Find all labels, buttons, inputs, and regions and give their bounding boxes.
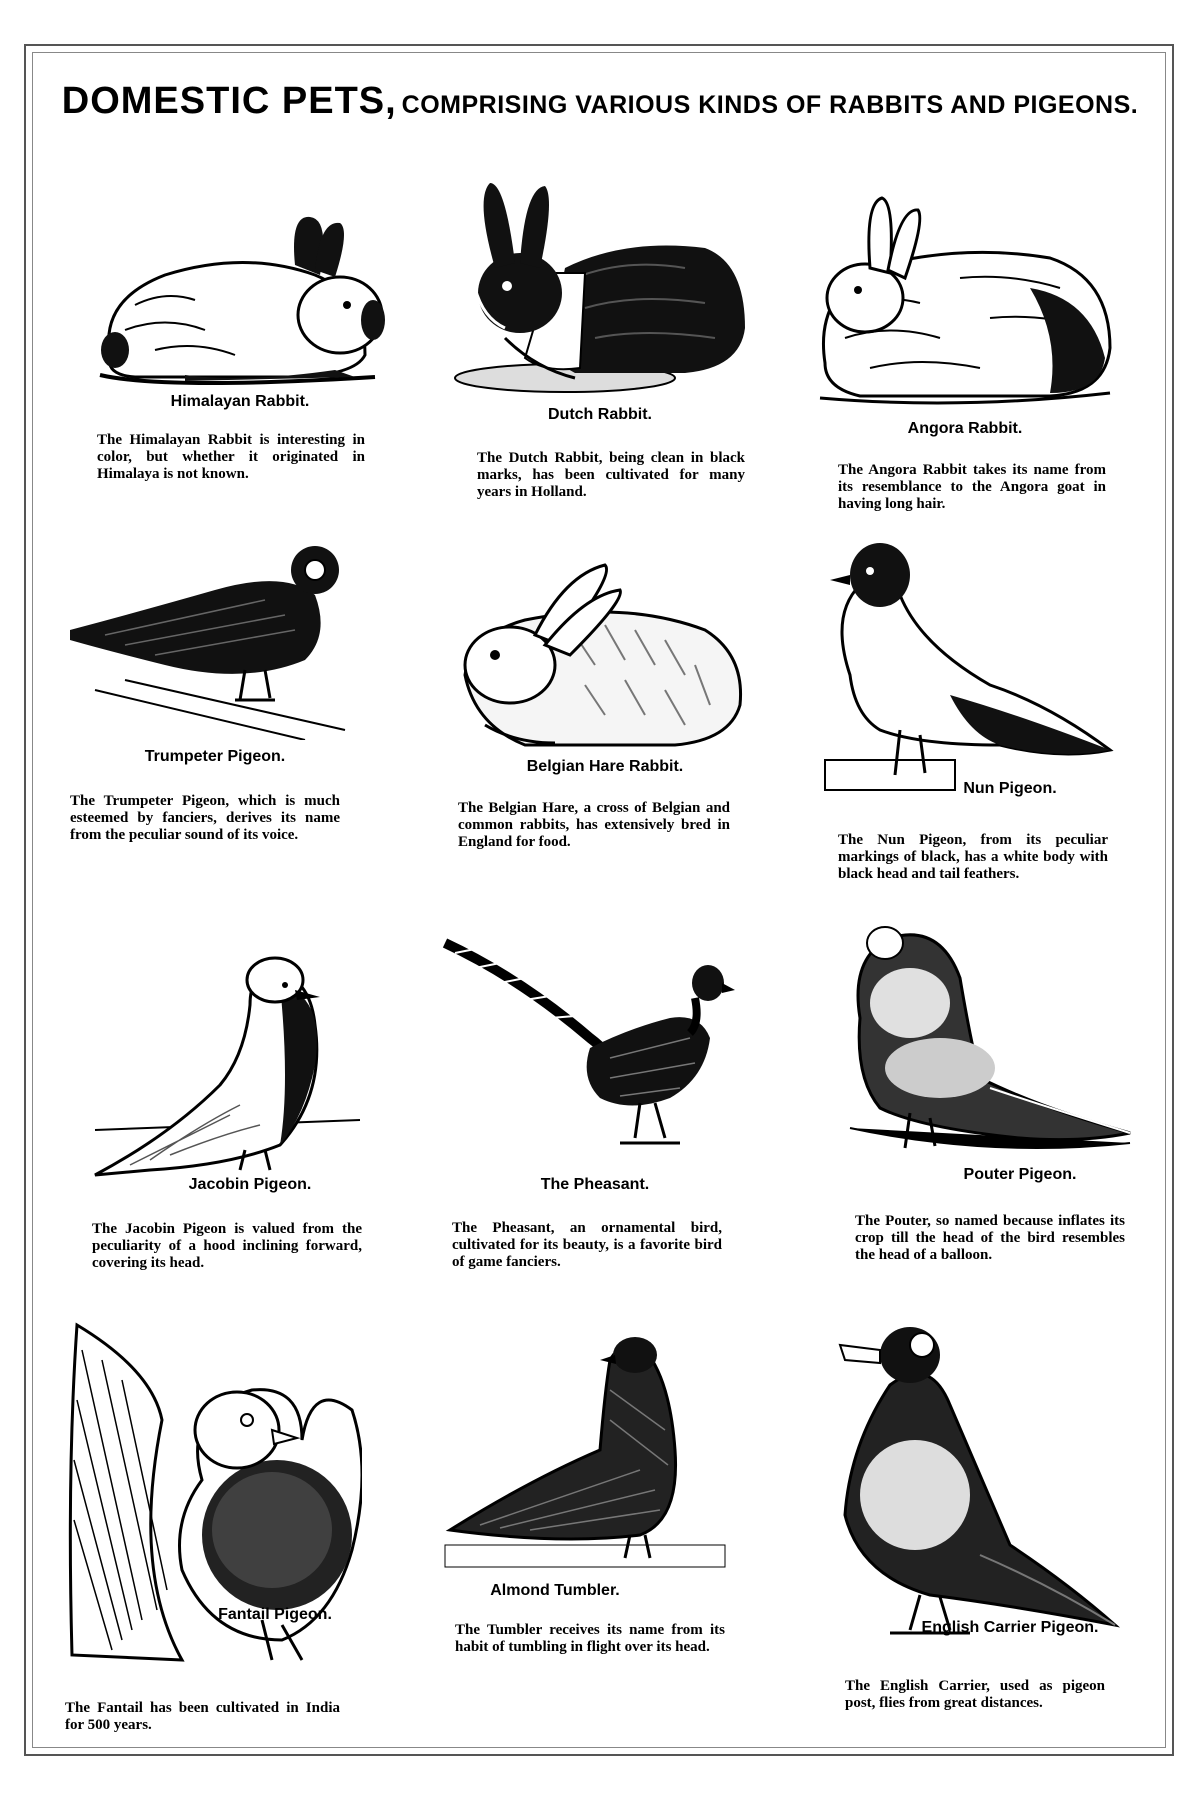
desc-dutch-rabbit: The Dutch Rabbit, being clean in black marks, has been cultivated for many years in Holland. [477, 450, 745, 500]
desc-jacobin-pigeon: The Jacobin Pigeon is valued from the peculiarity of a hood inclining forward, covering its head. [92, 1221, 362, 1271]
dutch-rabbit-illustration [445, 178, 755, 398]
caption-himalayan-rabbit: Himalayan Rabbit. [170, 393, 310, 410]
title-main: DOMESTIC PETS, [61, 80, 397, 122]
pheasant-illustration [440, 938, 740, 1168]
almond-tumbler-illustration [440, 1330, 730, 1580]
fantail-pigeon-illustration [62, 1320, 362, 1680]
desc-trumpeter-pigeon: The Trumpeter Pigeon, which is much esteemed by fanciers, derives its name from the peculiar sound of its voice. [70, 793, 340, 843]
caption-fantail-pigeon: Fantail Pigeon. [218, 1606, 332, 1623]
himalayan-rabbit-illustration [95, 205, 385, 390]
desc-belgian-hare: The Belgian Hare, a cross of Belgian and common rabbits, has extensively bred in England for food. [458, 800, 730, 850]
angora-rabbit-illustration [810, 188, 1120, 413]
desc-pouter-pigeon: The Pouter, so named because inflates its crop till the head of the bird resembles the head of a balloon. [855, 1213, 1125, 1263]
english-carrier-illustration [830, 1295, 1125, 1640]
jacobin-pigeon-illustration [90, 945, 370, 1180]
caption-dutch-rabbit: Dutch Rabbit. [548, 406, 652, 423]
caption-pheasant: The Pheasant. [540, 1176, 650, 1193]
caption-trumpeter-pigeon: Trumpeter Pigeon. [144, 748, 286, 765]
nun-pigeon-illustration [820, 535, 1120, 805]
belgian-hare-illustration [455, 555, 755, 755]
caption-almond-tumbler: Almond Tumbler. [490, 1582, 620, 1599]
desc-fantail-pigeon: The Fantail has been cultivated in India for 500 years. [65, 1700, 340, 1733]
page-title [60, 80, 1140, 123]
pouter-pigeon-illustration [840, 918, 1140, 1163]
caption-nun-pigeon: Nun Pigeon. [963, 780, 1057, 797]
desc-angora-rabbit: The Angora Rabbit takes its name from its resemblance to the Angora goat in having long hair. [838, 462, 1106, 512]
desc-nun-pigeon: The Nun Pigeon, from its peculiar markings of black, has a white body with black head and tail feathers. [838, 832, 1108, 882]
trumpeter-pigeon-illustration [65, 540, 365, 740]
caption-belgian-hare: Belgian Hare Rabbit. [526, 758, 684, 775]
title-rest: COMPRISING VARIOUS KINDS OF RABBITS AND PIGEONS. [401, 91, 1139, 119]
desc-pheasant: The Pheasant, an ornamental bird, cultivated for its beauty, is a favorite bird of game fanciers. [452, 1220, 722, 1270]
desc-almond-tumbler: The Tumbler receives its name from its habit of tumbling in flight over its head. [455, 1622, 725, 1655]
caption-angora-rabbit: Angora Rabbit. [907, 420, 1023, 437]
desc-english-carrier: The English Carrier, used as pigeon post, flies from great distances. [845, 1678, 1105, 1711]
caption-jacobin-pigeon: Jacobin Pigeon. [188, 1176, 312, 1193]
desc-himalayan-rabbit: The Himalayan Rabbit is interesting in color, but whether it originated in Himalaya is not known. [97, 432, 365, 482]
caption-english-carrier: English Carrier Pigeon. [921, 1619, 1099, 1636]
caption-pouter-pigeon: Pouter Pigeon. [963, 1166, 1077, 1183]
